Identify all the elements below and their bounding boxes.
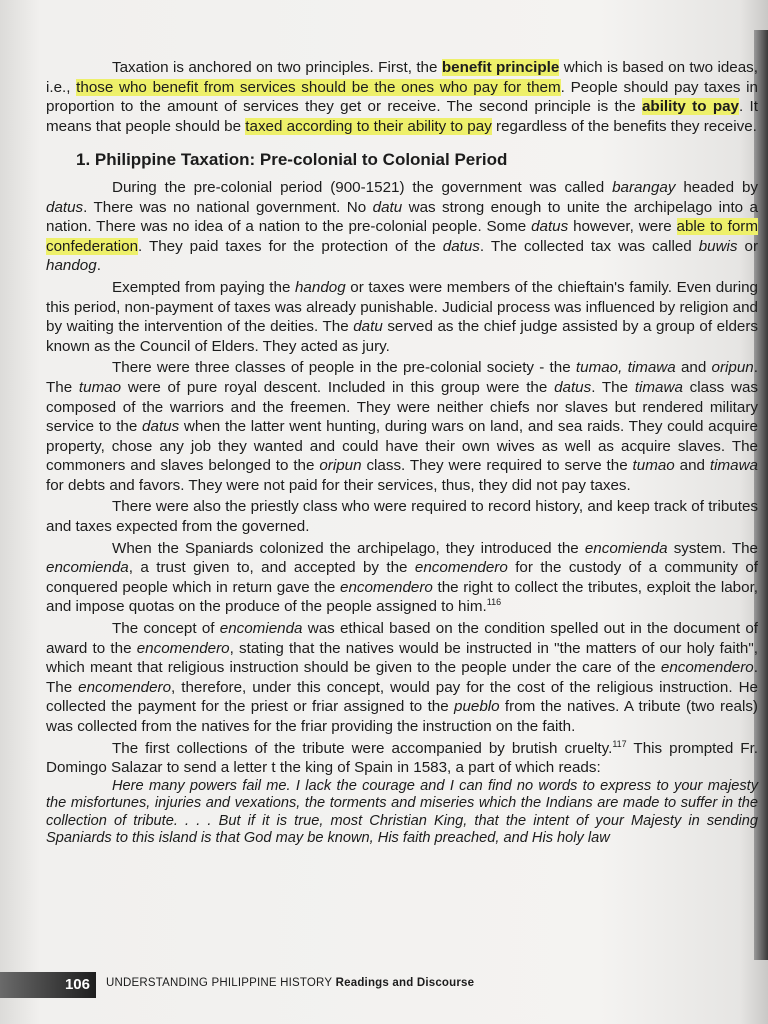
paragraph-encomienda-system: When the Spaniards colonized the archipelago, they introduced the encomienda system. The encomienda, a trust given to, and accepted by the encomendero for the custody of a community of conquered people which in return gave the encomendero the right to collect the tributes, exploit the labor, and impose quotas on the produce of the people assigned to him.$^{116}$ [46,539,759,616]
paragraph-exemptions: Exempted from paying the handog or taxes were members of the chieftain's family. Even during this period, non-payment of taxes was already punishable. Judicial process was influenced by religion and by waiting the intervention of the deities. The datu served as the chief judge assisted by a group of elders known as the Council of Elders. They acted as jury. [46,278,758,355]
paragraph-taxation-principles: Taxation is anchored on two principles. First, the benefit principle which is based on two ideas, i.e., those who benefit from services should be the ones who pay for them. People should pay taxes in proportion to the amount of services they get or receive. The second principle is the ability to pay. It means that people should be taxed according to their ability to pay regardless of the benefits they receive. [46,59,758,135]
paragraph-priestly-class: There were also the priestly class who were required to record history, and keep track of tributes and taxes expected from the governed. [46,498,758,536]
paragraph-encomienda-concept: The concept of encomienda was ethical based on the condition spelled out in the document of award to the encomendero, stating that the natives would be instructed in "the matters of our holy faith", which meant that religious instruction should be given to the people under the care of the encomendero. The encomendero, therefore, under this concept, would pay for the cost of the religious instruction. He collected the payment for the priest or friar assigned to the pueblo from the natives. A tribute (two reals) was collected from the natives for the friar providing the instruction on the faith. [46,620,758,735]
footnote-ref-117: 117 [612,738,627,749]
block-quote-salazar: Here many powers fail me. I lack the courage and I can find no words to express to your majesty the misfortunes, injuries and vexations, the torments and miseries which the Indians are made to suffer in the collection of tribute. . . . But if it is true, most Christian King, that the intent of your Majesty in sending Spaniards to this island is that God may be known, His faith preached, and His holy law [46,777,758,846]
highlight-ability-to-pay: ability to pay [641,98,739,116]
page-body [46,58,758,847]
paragraph-social-classes: There were three classes of people in the pre-colonial society - the tumao, timawa and oripun. The tumao were of pure royal descent. Included in this group were the datus. The timawa class was composed of the warriors and the freemen. They were neither chiefs nor slaves but rendered military service to the datus when the latter went hunting, during wars on land, and sea raids. They could acquire property, chose any job they wanted and could have their own wives as well as acquire slaves. The commoners and slaves belonged to the oripun class. They were required to serve the tumao and timawa for debts and favors. They were not paid for their services, thus, they did not pay taxes. [46,359,759,494]
highlight-confederation: able to form confederation [46,218,758,255]
running-title: UNDERSTANDING PHILIPPINE HISTORY Readings and Discourse [106,977,475,989]
highlight-taxed-ability: taxed according to their ability to pay [245,117,492,135]
highlight-benefit-principle: benefit principle [441,59,560,76]
paragraph-precolonial-government: During the pre-colonial period (900-1521) the government was called barangay headed by datus. There was no national government. No datu was strong enough to unite the archipelago into a nation. There was no idea of a nation to the pre-colonial people. Some datus however, were able to form confederation. They paid taxes for the protection of the datus. The collected tax was called buwis or handog. [46,178,758,275]
footnote-ref-116: 116 [486,597,502,608]
paragraph-tribute-cruelty: The first collections of the tribute were accompanied by brutish cruelty.$^{117}$ This prompted Fr. Domingo Salazar to send a letter t the king of Spain in 1583, a part of which reads: [46,738,759,777]
section-heading: 1. Philippine Taxation: Pre-colonial to Colonial Period [76,150,508,170]
highlight-benefit-idea: those who benefit from services should be the ones who pay for them [76,78,561,96]
page-number: 106 [0,972,96,998]
page-footer [0,972,768,1000]
